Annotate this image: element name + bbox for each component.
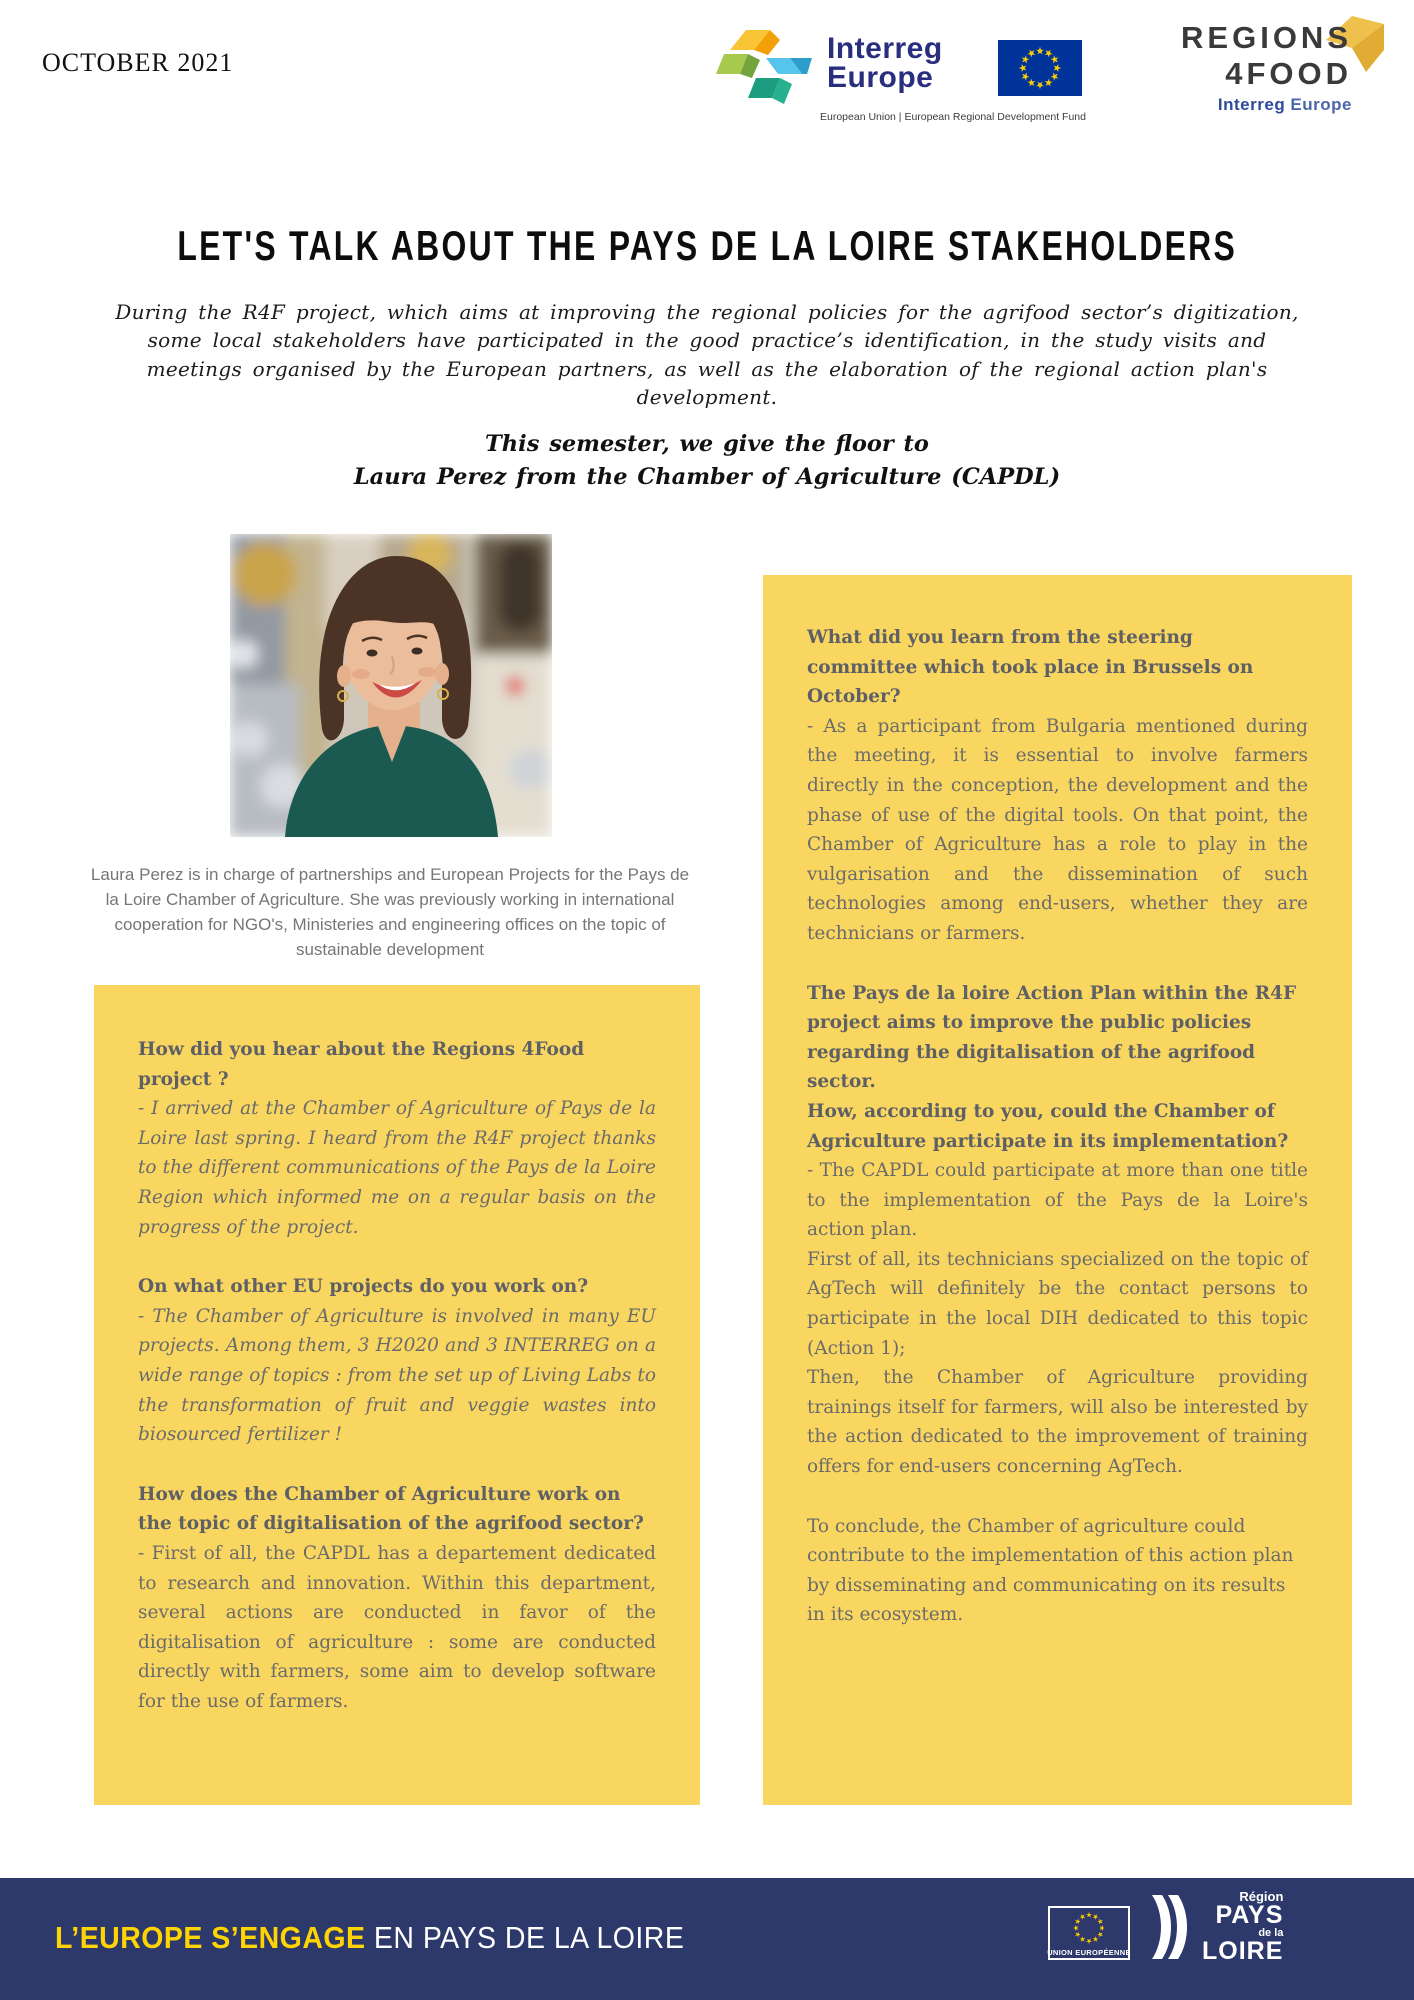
footer-tagline xyxy=(55,1920,684,1956)
answer-5-p1: - The CAPDL could participate at more than one title to the implementation of the Pays de la Loire's action plan. xyxy=(807,1160,1308,1241)
footer-eu-flag-stars xyxy=(1056,1908,1122,1944)
region-line1: Région xyxy=(1239,1889,1284,1904)
conclusion-paragraph: To conclude, the Chamber of agriculture could contribute to the implementation of this action plan by disseminating and communicating on its results in its ecosystem. xyxy=(807,1515,1294,1626)
interreg-funding-text: European Union | European Regional Development Fund xyxy=(820,111,1086,123)
answer-5-p3: Then, the Chamber of Agriculture providing trainings itself for farmers, will also be interested by the action dedicated to the improvement of training offers for end-users concerning AgTech. xyxy=(807,1367,1308,1478)
interreg-wordmark-line1: Interreg xyxy=(827,32,943,65)
question-4: What did you learn from the steering committee which took place in Brussels on October? xyxy=(807,627,1254,708)
page-title: LET'S TALK ABOUT THE PAYS DE LA LOIRE STAKEHOLDERS xyxy=(177,222,1237,269)
interview-box-right xyxy=(763,575,1352,1805)
answer-5-p2: First of all, its technicians specialized on the topic of AgTech will definitely be the contact persons to participate in the local DIH dedicated to this topic (Action 1); xyxy=(807,1248,1308,1359)
interview-box-left xyxy=(94,985,700,1805)
region-line3: de la xyxy=(1258,1927,1284,1939)
subtitle-line1: This semester, we give the floor to xyxy=(485,431,929,457)
regions4food-subbrand xyxy=(1181,95,1352,115)
portrait-photo xyxy=(230,534,552,837)
footer-eu-label: UNION EUROPÉENNE xyxy=(1047,1948,1131,1957)
region-pays-de-la-loire-logo xyxy=(1148,1890,1283,1964)
footer-eu-flag xyxy=(1048,1906,1130,1960)
question-3: How does the Chamber of Agriculture work on the topic of digitalisation of the agrifood sector? xyxy=(138,1483,644,1535)
question-1: How did you hear about the Regions 4Food project ? xyxy=(138,1039,585,1090)
answer-1: - I arrived at the Chamber of Agriculture of Pays de la Loire last spring. I heard from the R4F project thanks to the different communications of the Pays de la Loire Region which informed me on a regular basis on the progress of the project. xyxy=(138,1098,656,1238)
region-line2: PAYS xyxy=(1215,1901,1284,1929)
region-chevrons-icon xyxy=(1148,1891,1194,1963)
interreg-wordmark xyxy=(827,34,943,93)
issue-date: OCTOBER 2021 xyxy=(42,48,234,77)
subtitle-line2: Laura Perez from the Chamber of Agriculture (CAPDL) xyxy=(353,463,1061,490)
photo-caption: Laura Perez is in charge of partnerships and European Projects for the Pays de la Loire Chamber of Agriculture. She was previously working in international cooperation for NGO's, Ministeries and engineering offices on the topic of sustainable development xyxy=(90,865,690,960)
question-5: How, according to you, could the Chamber of Agriculture participate in its implementation? xyxy=(807,1100,1289,1152)
question-5-statement: The Pays de la loire Action Plan within the R4F project aims to improve the public policies regarding the digitalisation of the agrifood sector. xyxy=(807,982,1297,1093)
regions4food-subbrand-bold: Interreg xyxy=(1217,95,1286,115)
interreg-wordmark-line2: Europe xyxy=(827,61,934,95)
regions4food-subbrand-rest: Europe xyxy=(1285,95,1352,115)
eu-flag-icon xyxy=(998,40,1082,96)
region-line4: LOIRE xyxy=(1202,1937,1284,1965)
interreg-logo-icon xyxy=(712,28,816,108)
regions4food-logo xyxy=(1181,20,1352,115)
answer-4: - As a participant from Bulgaria mentioned during the meeting, it is essential to involve farmers directly in the conception, the development and the phase of use of the digital tools. On that point, the Chamber of Agriculture has a role to play in the vulgarisation and the dissemination of such technologies among end-users, whether they are technicians or farmers. xyxy=(807,715,1308,944)
question-2: On what other EU projects do you work on? xyxy=(138,1276,589,1298)
regions4food-line2: 4FOOD xyxy=(1225,55,1352,91)
regions4food-line1: REGIONS xyxy=(1181,20,1352,55)
answer-3: - First of all, the CAPDL has a departement dedicated to research and innovation. Within this department, several actions are conducted in favor of the digitalisation of agriculture : some are conducted directly with farmers, some aim to develop software for the use of farmers. xyxy=(138,1542,656,1712)
intro-paragraph: During the R4F project, which aims at improving the regional policies for the agrifood sector’s digitization, some local stakeholders have participated in the good practice’s identification, in the study visits and meetings organised by the European partners, as well as the elaboration of the regional action plan's development. xyxy=(115,300,1299,410)
answer-2: - The Chamber of Agriculture is involved in many EU projects. Among them, 3 H2020 and 3 INTERREG on a wide range of topics : from the set up of Living Labs to the transformation of fruit and veggie wastes into biosourced fertilizer ! xyxy=(138,1305,656,1446)
interview-subtitle xyxy=(0,428,1414,493)
footer-tagline-rest: EN PAYS DE LA LOIRE xyxy=(365,1920,685,1955)
footer-tagline-highlight: L’EUROPE S’ENGAGE xyxy=(55,1920,366,1955)
